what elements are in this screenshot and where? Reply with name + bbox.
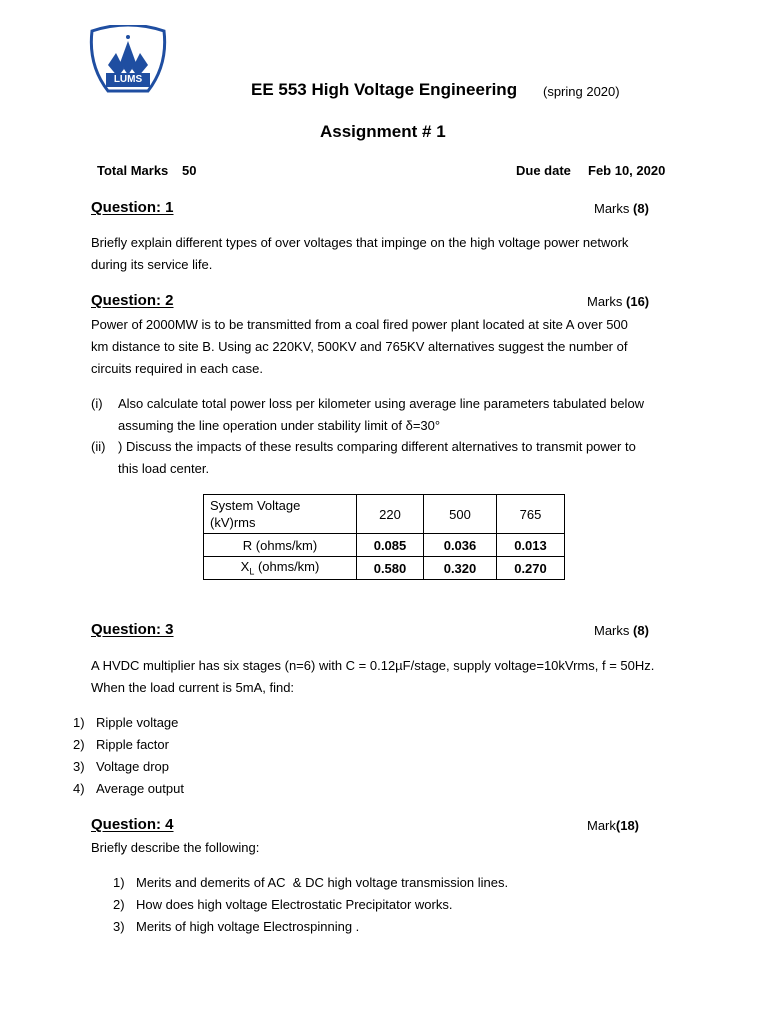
list-number: 3) [73,759,85,774]
list-text: Ripple factor [96,737,169,752]
sub-item-marker: (ii) [91,439,106,454]
marks-value: (18) [615,818,640,833]
list-item [113,894,508,916]
label-main: X [240,559,250,575]
body-line: Power of 2000MW is to be transmitted from a coal fired power plant located at site A over 500 [91,317,628,332]
lums-logo-icon [88,25,168,97]
body-line: km distance to site B. Using ac 220KV, 500KV and 765KV alternatives suggest the number of [91,339,628,354]
list-text: Merits of high voltage Electrospinning . [136,919,360,934]
logo-text: LUMS [113,74,143,85]
question-4-marks [587,818,639,833]
list-number: 1) [113,875,125,890]
course-title: EE 553 High Voltage Engineering [251,80,518,99]
list-item [113,872,508,894]
lums-logo [88,25,168,97]
list-item [73,734,184,756]
table-cell: 0.013 [497,534,565,557]
list-number: 2) [73,737,85,752]
marks-value: (8) [633,623,649,638]
column-header: 220 [357,495,424,534]
marks-label: Marks [594,623,630,638]
table-row [204,495,565,534]
body-line: A HVDC multiplier has six stages (n=6) with C = 0.12µF/stage, supply voltage=10kVrms, f = 50Hz. [91,658,655,673]
marks-label: Marks [594,201,630,216]
list-text: Ripple voltage [96,715,179,730]
sub-item-line: ) Discuss the impacts of these results comparing different alternatives to transmit power to [118,439,636,454]
body-line: When the load current is 5mA, find: [91,680,295,695]
list-text: Merits and demerits of AC & DC high voltage transmission lines. [136,875,509,890]
label-rest: (ohms/km) [254,559,320,575]
list-number: 2) [113,897,125,912]
table-cell: 0.036 [424,534,497,557]
sub-item-marker: (i) [91,396,103,411]
marks-value: (8) [633,201,649,216]
list-item [73,756,184,778]
question-2-body [91,314,628,380]
list-item [73,778,184,800]
table-row [204,534,565,557]
body-line: Briefly explain different types of over voltages that impinge on the high voltage power network [91,235,629,250]
term: (spring 2020) [543,84,620,99]
row-label: R (ohms/km) [204,534,357,557]
body-line: during its service life. [91,257,213,272]
question-3-body [91,655,654,699]
question-3-title: Question: 3 [91,621,174,638]
table-cell: 0.320 [424,557,497,580]
sub-item-line: assuming the line operation under stability limit of δ=30° [118,418,441,433]
label-subscript: L [249,566,255,577]
question-4-body: Briefly describe the following: [91,840,260,855]
total-marks-label: Total Marks [97,163,169,178]
column-header: 500 [424,495,497,534]
table-header-cell [204,495,357,534]
line-parameters-table [203,494,565,580]
body-line: circuits required in each case. [91,361,263,376]
list-item [113,916,508,938]
question-2-title: Question: 2 [91,292,174,309]
question-1-title: Question: 1 [91,199,174,216]
question-4-list [113,872,508,938]
list-text: Average output [96,781,184,796]
marks-value: (16) [626,294,650,309]
sub-item-ii [91,436,636,480]
list-number: 3) [113,919,125,934]
table-cell: 0.085 [357,534,424,557]
column-header: 765 [497,495,565,534]
question-2-marks [587,294,649,309]
question-1-body [91,232,628,276]
due-date-label: Due date [516,163,571,178]
assignment-title: Assignment # 1 [320,122,446,141]
row-label [204,557,357,580]
list-text: How does high voltage Electrostatic Precipitator works. [136,897,453,912]
sub-item-line: this load center. [118,461,210,476]
due-date-value: Feb 10, 2020 [588,163,666,178]
question-3-marks [594,623,649,638]
question-1-marks [594,201,649,216]
list-item [73,712,184,734]
question-4-title: Question: 4 [91,816,174,833]
sub-item-line: Also calculate total power loss per kilometer using average line parameters tabulated below [118,396,645,411]
list-number: 4) [73,781,85,796]
total-marks-value: 50 [182,163,197,178]
list-number: 1) [73,715,85,730]
header-line: System Voltage [210,498,301,513]
table-row [204,557,565,580]
table-cell: 0.270 [497,557,565,580]
marks-label: Mark [587,818,616,833]
sub-item-i [91,393,644,437]
table-cell: 0.580 [357,557,424,580]
header-line: (kV)rms [210,515,256,530]
marks-label: Marks [587,294,623,309]
list-text: Voltage drop [96,759,170,774]
question-3-list [73,712,184,800]
